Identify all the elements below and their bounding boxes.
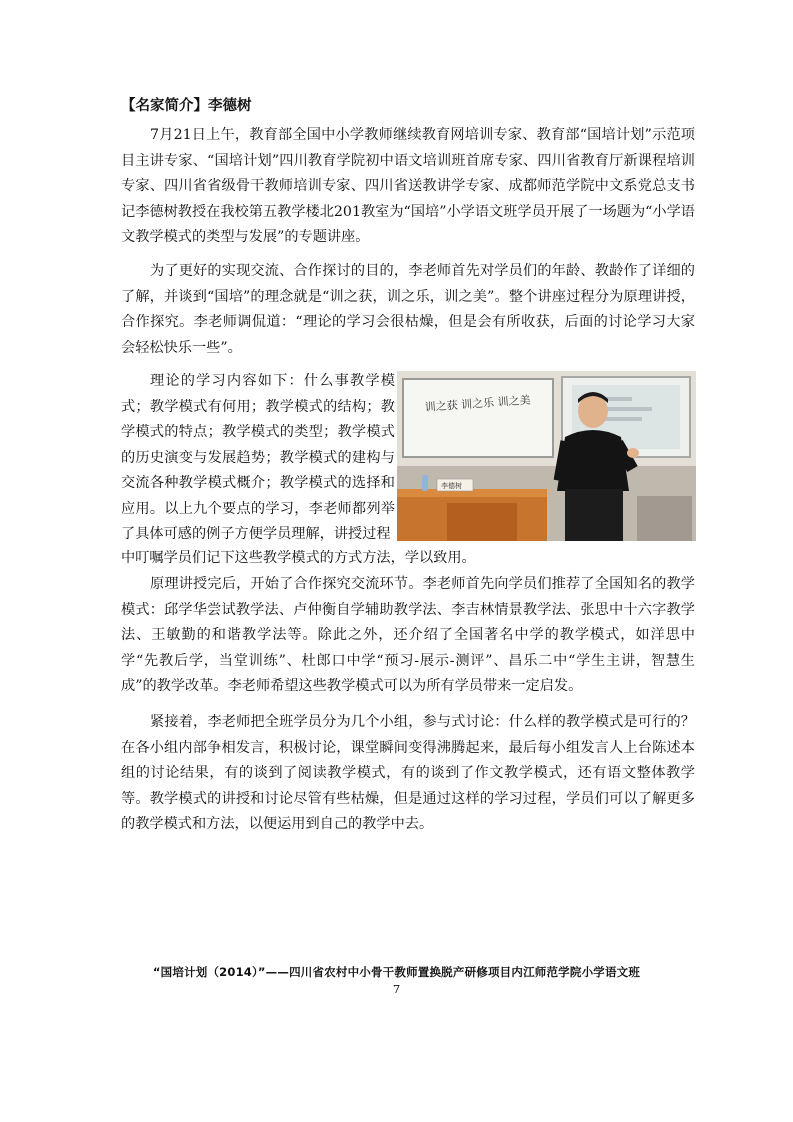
page-number: 7 bbox=[392, 982, 401, 996]
lecture-photo bbox=[397, 371, 696, 541]
paragraph-intro: 7月21日上午，教育部全国中小学教师继续教育网培训专家、教育部“国培计划”示范项目主讲专家、“国培计划”四川教育学院初中语文培训班首席专家、四川省教育厅新课程培训专家、四川省省级骨干教师培训专家、四川省送教讲学专家、成都师范学院中文系党总支书记李德树教授在我校第五教学楼北201教室为“国培”小学语文班学员开展了一场题为“小学语文教学模式的类型与发展”的专题讲座。 bbox=[121, 127, 695, 245]
footer-title: “国培计划（2014）”——四川省农村中小骨干教师置换脱产研修项目内江师范学院小学语文班 bbox=[152, 965, 641, 979]
desk-nameplate: 李德树 bbox=[441, 482, 462, 490]
paragraph-models: 原理讲授完后，开始了合作探究交流环节。李老师首先向学员们推荐了全国知名的教学模式：邱学华尝试教学法、卢仲衡自学辅助教学法、李吉林情景教学法、张思中十六字教学法、王敏勤的和谐教学法等。除此之外，还介绍了全国著名中学的教学模式，如洋思中学“先教后学，当堂训练”、杜郎口中学“预习-展示-测评”、昌乐二中“学生主讲，智慧生成”的教学改革。李老师希望这些教学模式可以为所有学员带来一定启发。 bbox=[121, 576, 695, 694]
paragraph-approach: 为了更好的实现交流、合作探讨的目的，李老师首先对学员们的年龄、教龄作了详细的了解，并谈到“国培”的理念就是“训之获，训之乐，训之美”。整个讲座过程分为原理讲授，合作探究。李老师调侃道：“理论的学习会很枯燥，但是会有所收获，后面的讨论学习大家会轻松快乐一些”。 bbox=[121, 263, 695, 356]
whiteboard-text: 训之获 训之乐 训之美 bbox=[424, 393, 531, 414]
paragraph-theory-continued: 中叮嘱学员们记下这些教学模式的方式方法，学以致用。 bbox=[121, 550, 476, 566]
section-heading: 【名家简介】李德树 bbox=[121, 98, 252, 114]
paragraph-theory: 理论的学习内容如下：什么事教学模式；教学模式有何用；教学模式的结构；教学模式的特点；教学模式的类型；教学模式的历史演变与发展趋势；教学模式的建构与交流各种教学模式概介；教学模式的选择和应用。以上九个要点的学习，李老师都列举了具体可感的例子方便学员理解，讲授过程 bbox=[121, 373, 395, 542]
paragraph-discussion: 紧接着，李老师把全班学员分为几个小组，参与式讨论：什么样的教学模式是可行的？在各小组内部争相发言，积极讨论，课堂瞬间变得沸腾起来，最后每小组发言人上台陈述本组的讨论结果，有的谈到了阅读教学模式，有的谈到了作文教学模式，还有语文整体教学等。教学模式的讲授和讨论尽管有些枯燥，但是通过这样的学习过程，学员们可以了解更多的教学模式和方法，以便运用到自己的教学中去。 bbox=[121, 714, 695, 832]
lecture-photo-illustration bbox=[397, 371, 696, 541]
